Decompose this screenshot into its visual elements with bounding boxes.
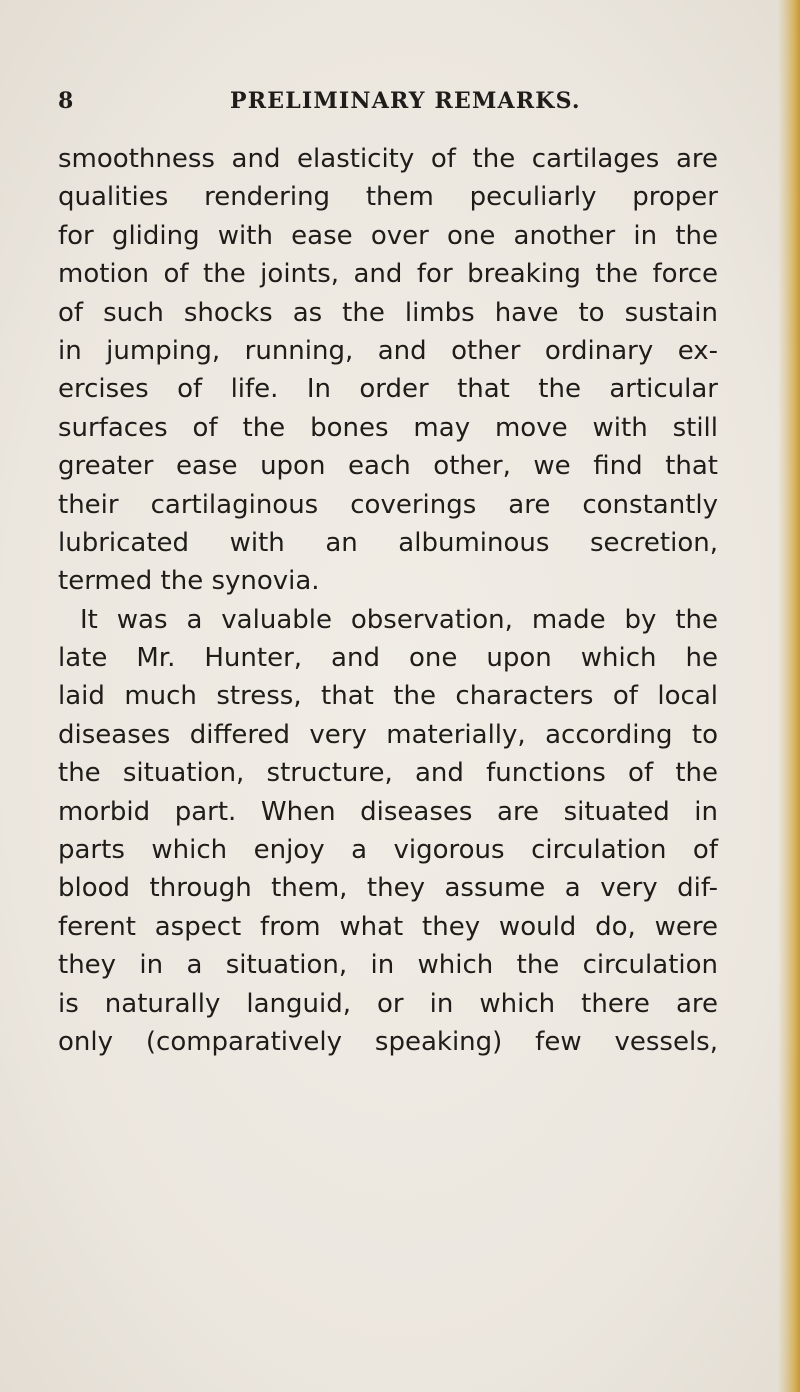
text-line: It was a valuable observation, made by the bbox=[80, 604, 718, 635]
text-line: smoothness and elasticity of the cartilages are bbox=[58, 144, 718, 174]
text-line: termed the synovia. bbox=[58, 566, 320, 597]
text-line: in jumping, running, and other ordinary ex- bbox=[58, 335, 718, 366]
text-line: is naturally languid, or in which there are bbox=[58, 988, 718, 1019]
text-line: ercises of life. In order that the articular bbox=[58, 374, 718, 405]
text-line: morbid part. When diseases are situated in bbox=[58, 796, 718, 827]
page-number: 8 bbox=[58, 88, 74, 114]
text-line: the situation, structure, and functions of the bbox=[58, 758, 718, 789]
text-line: surfaces of the bones may move with still bbox=[58, 412, 718, 443]
text-line: lubricated with an albuminous secretion, bbox=[58, 527, 718, 558]
text-line: of such shocks as the limbs have to sustain bbox=[58, 297, 718, 328]
text-line: parts which enjoy a vigorous circulation of bbox=[58, 835, 718, 866]
text-line: qualities rendering them peculiarly proper bbox=[58, 182, 718, 213]
running-title: PRELIMINARY REMARKS. bbox=[230, 88, 581, 114]
text-line: they in a situation, in which the circulation bbox=[58, 950, 718, 981]
text-line: late Mr. Hunter, and one upon which he bbox=[58, 643, 718, 674]
text-line: ferent aspect from what they would do, were bbox=[58, 911, 718, 942]
text-line: blood through them, they assume a very dif- bbox=[58, 873, 718, 904]
text-line: motion of the joints, and for breaking the force bbox=[58, 259, 718, 290]
page-header bbox=[58, 88, 678, 124]
text-line: for gliding with ease over one another in the bbox=[58, 220, 718, 251]
text-line: only (comparatively speaking) few vessels, bbox=[58, 1026, 718, 1057]
text-line: their cartilaginous coverings are constantly bbox=[58, 489, 718, 520]
text-line: diseases differed very materially, according to bbox=[58, 719, 718, 750]
text-line: greater ease upon each other, we find that bbox=[58, 451, 718, 482]
body-text bbox=[58, 140, 718, 1061]
text-line: laid much stress, that the characters of local bbox=[58, 681, 718, 712]
page-edge-shadow bbox=[778, 0, 800, 1392]
